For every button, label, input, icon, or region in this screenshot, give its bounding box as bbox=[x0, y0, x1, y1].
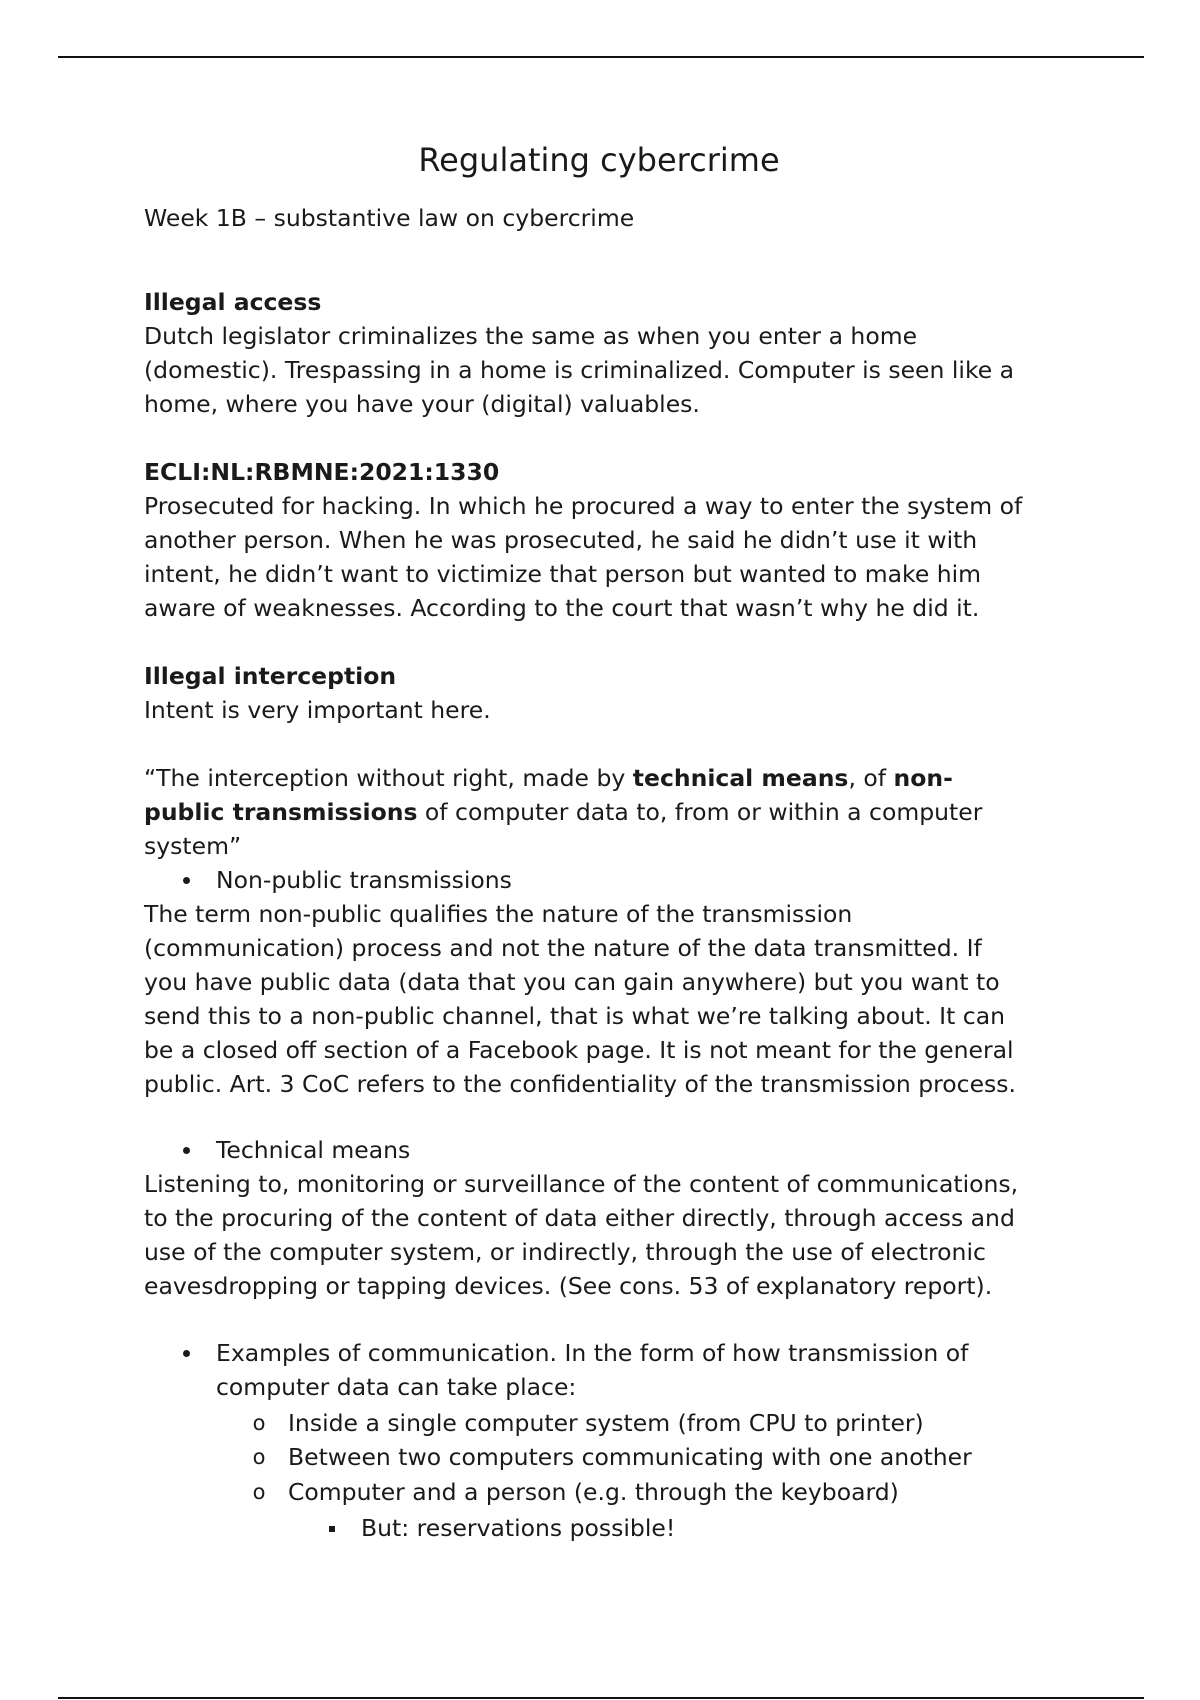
section-heading: Illegal interception bbox=[144, 662, 397, 690]
circle-bullet-icon: o bbox=[252, 1411, 266, 1435]
quote-line: public transmissions of computer data to, from or within a computer bbox=[144, 798, 983, 826]
section-heading: ECLI:NL:RBMNE:2021:1330 bbox=[144, 458, 500, 486]
subtitle: Week 1B – substantive law on cybercrime bbox=[144, 204, 635, 232]
bullet-label bbox=[216, 1336, 968, 1404]
paragraph-line: aware of weaknesses. According to the court that wasn’t why he did it. bbox=[144, 594, 980, 622]
sub-sub-item-label: But: reservations possible! bbox=[361, 1514, 676, 1542]
quote-line: system” bbox=[144, 832, 242, 860]
non-public-paragraph bbox=[144, 897, 1074, 1101]
section-ecli bbox=[144, 455, 1074, 625]
section-illegal-interception bbox=[144, 659, 1074, 727]
section-illegal-access bbox=[144, 285, 1074, 421]
paragraph-line: Listening to, monitoring or surveillance of the content of communications, bbox=[144, 1170, 1019, 1198]
paragraph-line: use of the computer system, or indirectly, through the use of electronic bbox=[144, 1238, 986, 1266]
section-heading: Illegal access bbox=[144, 288, 322, 316]
bullet-label: Non-public transmissions bbox=[216, 866, 512, 894]
quote-line: “The interception without right, made by technical means, of non- bbox=[144, 764, 953, 792]
square-bullet-icon bbox=[322, 1511, 342, 1532]
sub-item-label: Computer and a person (e.g. through the keyboard) bbox=[288, 1478, 899, 1506]
bullet-icon bbox=[176, 1133, 196, 1154]
circle-bullet-icon: o bbox=[252, 1480, 266, 1504]
paragraph-line: another person. When he was prosecuted, he said he didn’t use it with bbox=[144, 526, 978, 554]
paragraph-line: be a closed off section of a Facebook page. It is not meant for the general bbox=[144, 1036, 1014, 1064]
header-rule bbox=[58, 56, 1144, 58]
quote-block bbox=[144, 761, 1074, 863]
circle-bullet-icon: o bbox=[252, 1445, 266, 1469]
paragraph-line: Prosecuted for hacking. In which he procured a way to enter the system of bbox=[144, 492, 1023, 520]
paragraph-line: Dutch legislator criminalizes the same as when you enter a home bbox=[144, 322, 918, 350]
paragraph-line: public. Art. 3 CoC refers to the confidentiality of the transmission process. bbox=[144, 1070, 1017, 1098]
paragraph-line: intent, he didn’t want to victimize that person but wanted to make him bbox=[144, 560, 982, 588]
sub-item-label: Inside a single computer system (from CPU to printer) bbox=[288, 1409, 924, 1437]
page-title: Regulating cybercrime bbox=[418, 141, 780, 179]
technical-means-paragraph bbox=[144, 1167, 1074, 1303]
bullet-line: Examples of communication. In the form of how transmission of bbox=[216, 1339, 969, 1367]
paragraph-line: Intent is very important here. bbox=[144, 696, 491, 724]
paragraph-line: The term non-public qualifies the nature of the transmission bbox=[144, 900, 853, 928]
paragraph-line: eavesdropping or tapping devices. (See cons. 53 of explanatory report). bbox=[144, 1272, 993, 1300]
paragraph-line: you have public data (data that you can gain anywhere) but you want to bbox=[144, 968, 1000, 996]
paragraph-line: home, where you have your (digital) valuables. bbox=[144, 390, 700, 418]
bullet-icon bbox=[176, 1336, 196, 1357]
paragraph-line: send this to a non-public channel, that is what we’re talking about. It can bbox=[144, 1002, 1006, 1030]
paragraph-line: (domestic). Trespassing in a home is criminalized. Computer is seen like a bbox=[144, 356, 1015, 384]
paragraph-line: (communication) process and not the nature of the data transmitted. If bbox=[144, 934, 982, 962]
bullet-line: computer data can take place: bbox=[216, 1373, 577, 1401]
footer-rule bbox=[58, 1697, 1144, 1699]
bullet-label: Technical means bbox=[216, 1136, 411, 1164]
bullet-icon bbox=[176, 863, 196, 884]
sub-item-label: Between two computers communicating with one another bbox=[288, 1443, 972, 1471]
paragraph-line: to the procuring of the content of data either directly, through access and bbox=[144, 1204, 1015, 1232]
